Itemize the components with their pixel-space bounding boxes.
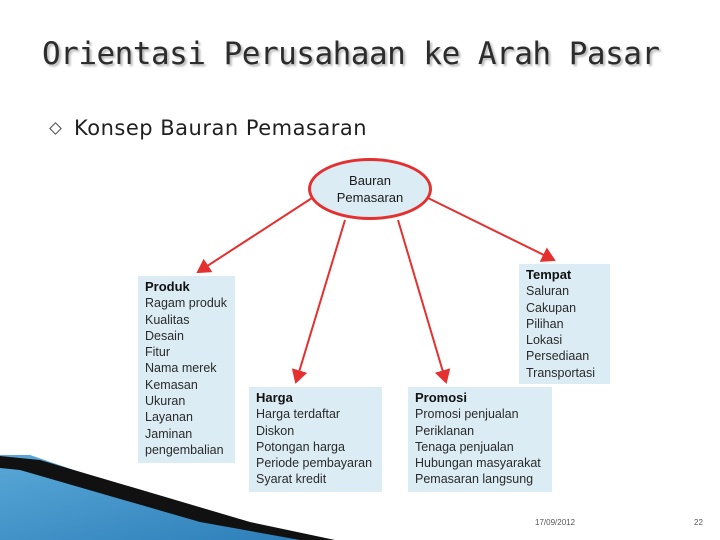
slide-title: Orientasi Perusahaan ke Arah Pasar bbox=[42, 36, 660, 72]
tempat-item: Cakupan bbox=[526, 300, 577, 315]
produk-item: Kualitas bbox=[145, 312, 190, 327]
harga-item: Harga terdaftar bbox=[256, 407, 341, 422]
footer-page-number: 22 bbox=[694, 518, 703, 527]
center-node-line1: Bauran bbox=[349, 173, 391, 188]
promosi-header: Promosi bbox=[415, 390, 468, 405]
promosi-box bbox=[408, 387, 552, 492]
tempat-box bbox=[519, 264, 610, 384]
harga-item: Syarat kredit bbox=[256, 472, 327, 487]
produk-item: Ragam produk bbox=[145, 296, 227, 311]
produk-item: pengembalian bbox=[145, 442, 224, 457]
harga-header: Harga bbox=[256, 390, 293, 405]
produk-item: Jaminan bbox=[145, 426, 193, 441]
promosi-item: Periklanan bbox=[415, 423, 475, 438]
promosi-item: Promosi penjualan bbox=[415, 407, 519, 422]
harga-item: Diskon bbox=[256, 423, 295, 438]
promosi-item: Pemasaran langsung bbox=[415, 472, 534, 487]
tempat-item: Saluran bbox=[526, 284, 570, 299]
arrow-to-promosi bbox=[398, 220, 446, 382]
tempat-header: Tempat bbox=[526, 267, 572, 282]
produk-item: Desain bbox=[145, 328, 184, 343]
arrow-to-produk bbox=[198, 198, 312, 272]
produk-item: Kemasan bbox=[145, 377, 198, 392]
tempat-item: Lokasi bbox=[526, 333, 563, 348]
arrow-to-harga bbox=[296, 220, 345, 382]
tempat-item: Persediaan bbox=[526, 349, 590, 364]
arrow-to-tempat bbox=[428, 198, 554, 260]
harga-item: Potongan harga bbox=[256, 439, 345, 454]
produk-box bbox=[138, 276, 235, 463]
produk-item: Nama merek bbox=[145, 361, 217, 376]
center-node-line2: Pemasaran bbox=[336, 190, 404, 205]
bullet-text: Konsep Bauran Pemasaran bbox=[74, 116, 368, 140]
footer-date: 17/09/2012 bbox=[535, 518, 576, 527]
produk-item: Layanan bbox=[145, 410, 193, 425]
harga-box bbox=[249, 387, 382, 492]
promosi-item: Tenaga penjualan bbox=[415, 439, 514, 454]
harga-item: Periode pembayaran bbox=[256, 456, 373, 471]
tempat-item: Transportasi bbox=[526, 365, 596, 380]
tempat-item: Pilihan bbox=[526, 316, 564, 331]
produk-item: Fitur bbox=[145, 345, 170, 360]
center-node-bauran-pemasaran bbox=[308, 158, 432, 220]
produk-item: Ukuran bbox=[145, 394, 186, 409]
promosi-item: Hubungan masyarakat bbox=[415, 456, 541, 471]
produk-header: Produk bbox=[145, 279, 190, 294]
